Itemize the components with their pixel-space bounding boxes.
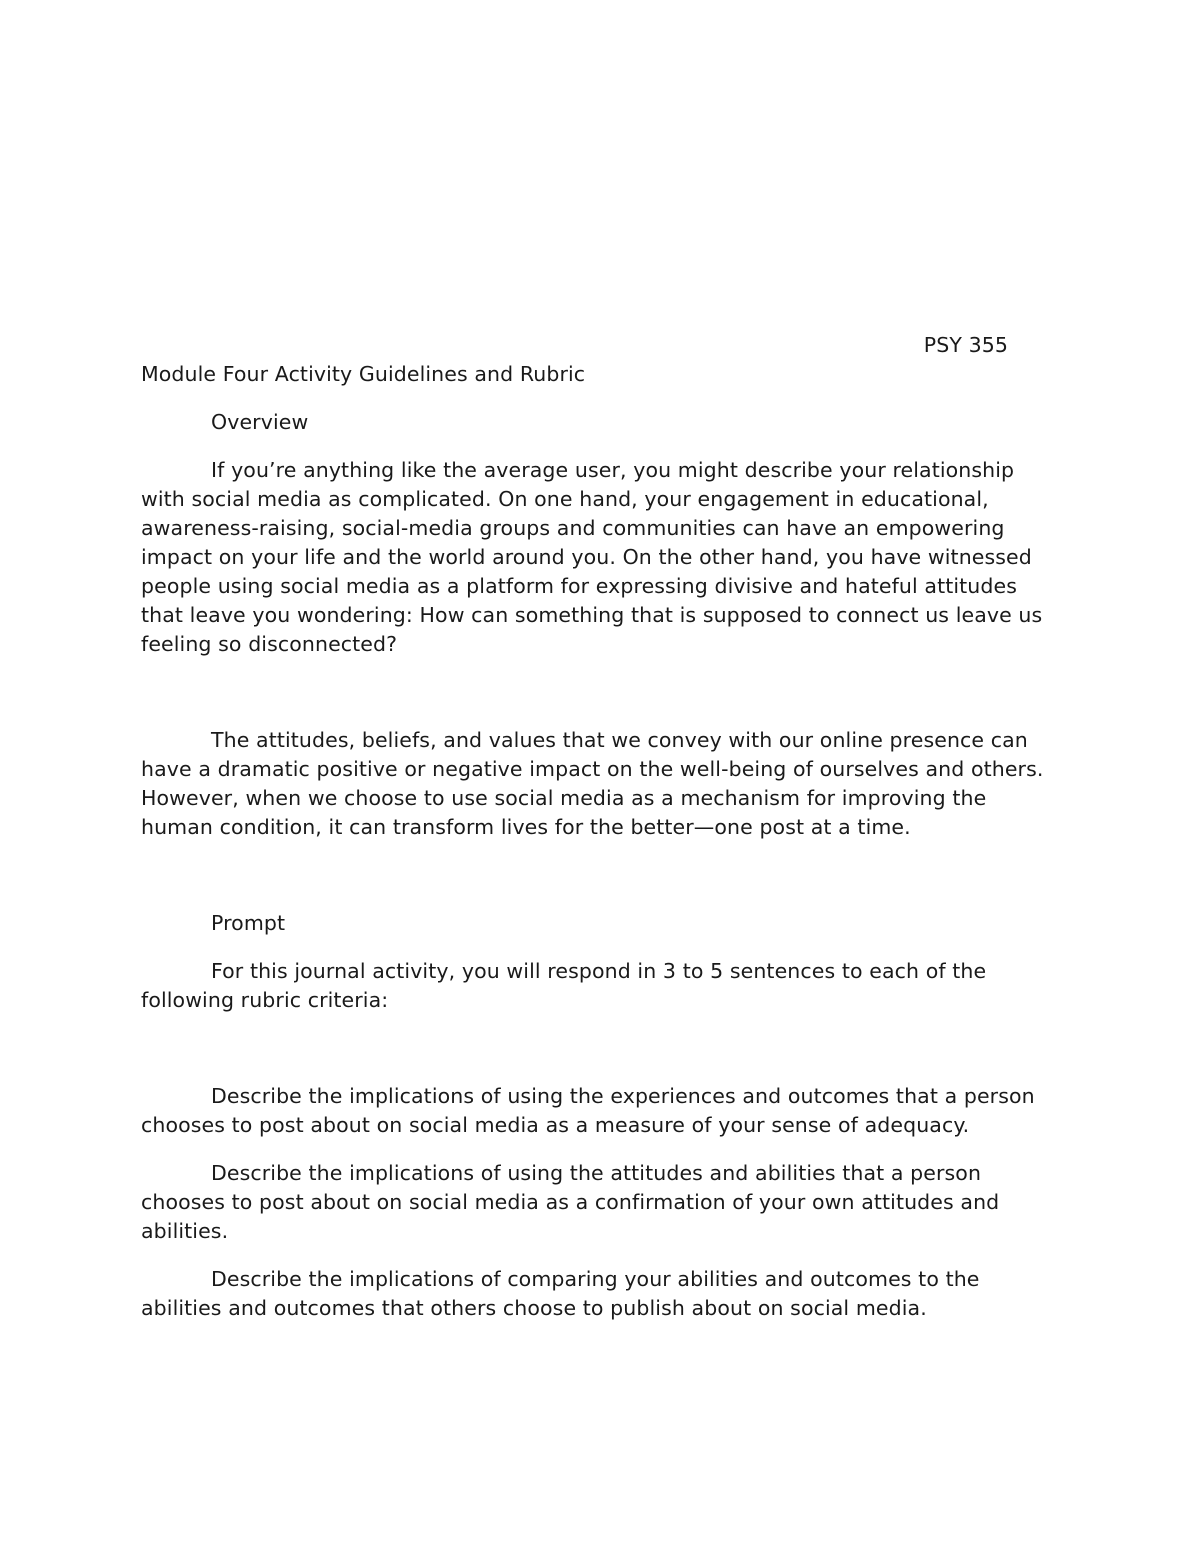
document-body xyxy=(141,331,1053,1323)
prompt-heading: Prompt xyxy=(211,911,286,935)
course-code: PSY 355 xyxy=(923,333,1008,357)
overview-heading: Overview xyxy=(211,410,309,434)
overview-paragraph-2: The attitudes, beliefs, and values that we convey with our online presence can have a dramatic positive or negative impact on the well-being of ourselves and others. However, when we choose to use social media as a mechanism for improving the human condition, it can transform lives for the better—one post at a time. xyxy=(141,728,1044,839)
rubric-criterion: Describe the implications of using the experiences and outcomes that a person chooses to post about on social media as a measure of your sense of adequacy. xyxy=(141,1084,1035,1137)
rubric-criterion: Describe the implications of using the attitudes and abilities that a person chooses to post about on social media as a confirmation of your own attitudes and abilities. xyxy=(141,1161,1000,1243)
overview-paragraph-1: If you’re anything like the average user, you might describe your relationship with social media as complicated. On one hand, your engagement in educational, awareness-raising, social-media groups and communities can have an empowering impact on your life and the world around you. On the other hand, you have witnessed people using social media as a platform for expressing divisive and hateful attitudes that leave you wondering: How can something that is supposed to connect us leave us feeling so disconnected? xyxy=(141,458,1043,656)
rubric-criterion: Describe the implications of comparing your abilities and outcomes to the abilities and outcomes that others choose to publish about on social media. xyxy=(141,1267,980,1320)
prompt-intro: For this journal activity, you will respond in 3 to 5 sentences to each of the following rubric criteria: xyxy=(141,959,987,1012)
document-title: Module Four Activity Guidelines and Rubric xyxy=(141,362,586,386)
